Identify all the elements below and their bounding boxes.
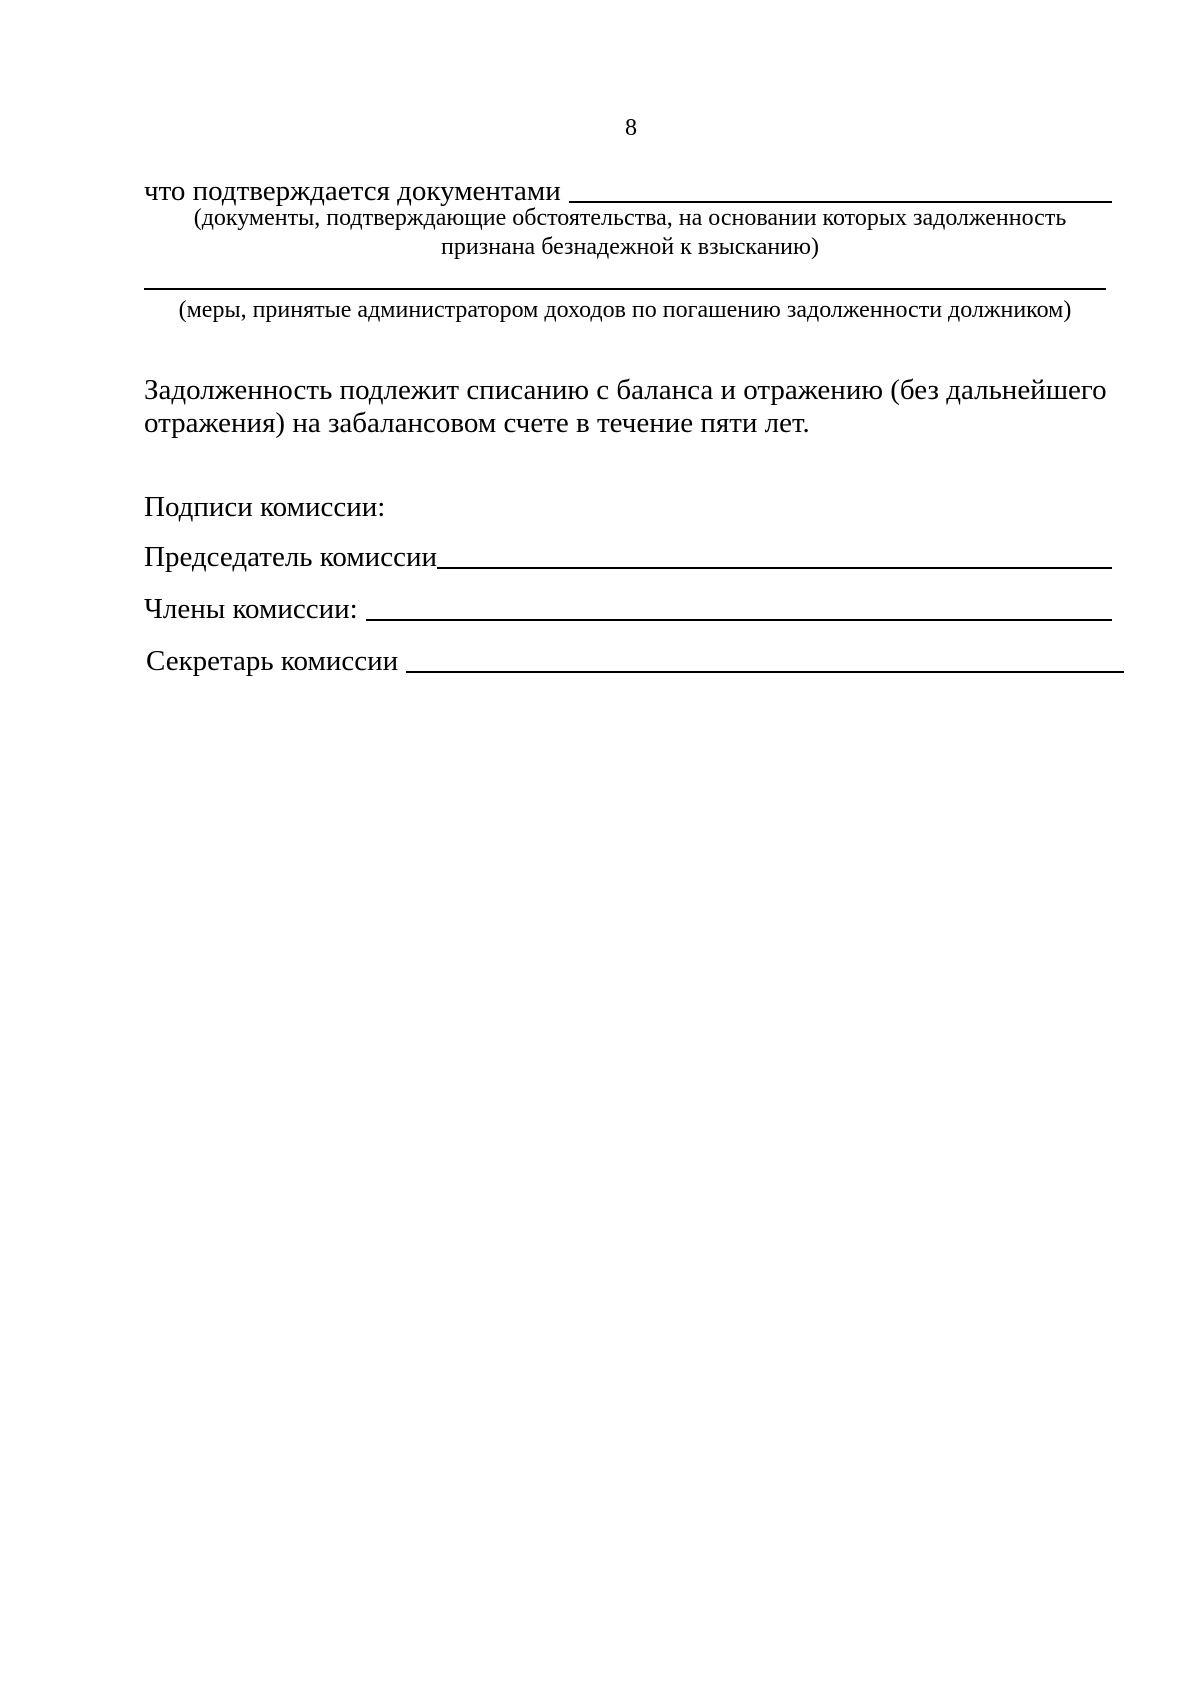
- members-signature-row: [144, 592, 1112, 626]
- chair-signature-row: [144, 540, 1112, 574]
- chair-signature-line: [437, 542, 1112, 569]
- measures-fill-line: [144, 288, 1106, 290]
- signatures-title: Подписи комиссии:: [144, 491, 386, 523]
- documents-caption: (документы, подтверждающие обстоятельства, на основании которых задолженность признана безнадежной к взысканию): [193, 205, 1067, 260]
- write-off-paragraph: Задолженность подлежит списанию с баланса и отражению (без дальнейшего отражения) на забалансовом счете в течение пяти лет.: [144, 374, 1107, 439]
- page-number: 8: [625, 115, 637, 141]
- measures-caption: (меры, принятые администратором доходов по погашению задолженности должником): [178, 297, 1072, 323]
- secretary-signature-row: [146, 644, 1124, 678]
- members-signature-line: [366, 594, 1112, 621]
- members-label: Члены комиссии:: [144, 593, 358, 625]
- documents-label: что подтверждается документами: [144, 175, 561, 207]
- documents-row: [144, 174, 1112, 208]
- documents-fill-line: [569, 176, 1112, 203]
- secretary-signature-line: [406, 646, 1124, 673]
- secretary-label: Секретарь комиссии: [146, 645, 399, 677]
- chair-label: Председатель комиссии: [144, 541, 437, 573]
